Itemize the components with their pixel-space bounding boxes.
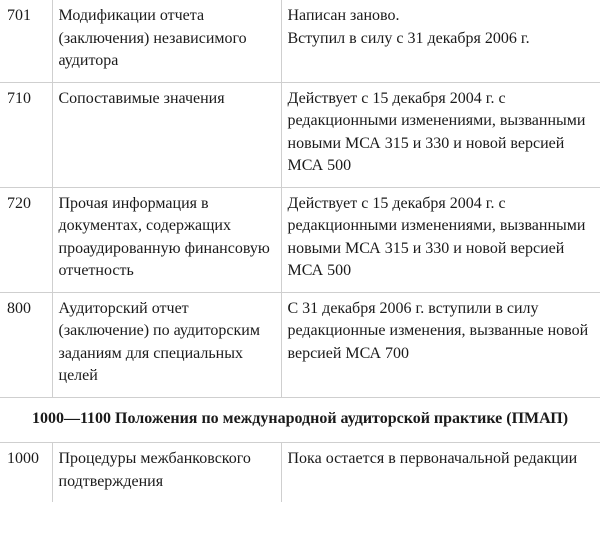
standard-status [281,443,600,503]
standard-status [281,0,600,82]
standard-title: Процедуры межбанковского подтверждения [52,443,281,503]
status-text: С 31 декабря 2006 г. вступили в силу редакционные изменения, вызванные новой версией МСА 700 [287,299,589,362]
section-heading: 1000—1100 Положения по международной аудиторской практике (ПМАП) [0,397,600,443]
status-text: Действует с 15 декабря 2004 г. с редакционными изменениями, вызванными новыми МСА 315 и 330 и новой версией МСА 500 [287,89,586,174]
table-row [0,443,600,503]
standard-title: Сопоставимые значения [52,82,281,187]
status-text: Написан заново. [287,7,400,24]
section-header-row [0,397,600,443]
standard-status [281,82,600,187]
standard-status [281,292,600,397]
standard-number: 710 [0,82,52,187]
standard-status [281,187,600,292]
standard-title: Аудиторский отчет (заключение) по аудиторским заданиям для специальных целей [52,292,281,397]
table-row [0,82,600,187]
standard-title: Модификации отчета (заключения) независимого аудитора [52,0,281,82]
standard-number: 701 [0,0,52,82]
standard-title: Прочая информация в документах, содержащих проаудированную финансовую отчетность [52,187,281,292]
standard-number: 720 [0,187,52,292]
table-row [0,0,600,82]
table-row [0,187,600,292]
table-row [0,292,600,397]
standard-number: 1000 [0,443,52,503]
status-text: Пока остается в первоначальной редакции [287,450,578,467]
status-text: Вступил в силу с 31 декабря 2006 г. [287,29,530,47]
standard-number: 800 [0,292,52,397]
status-text: Действует с 15 декабря 2004 г. с редакционными изменениями, вызванными новыми МСА 315 и 330 и новой версией МСА 500 [287,194,586,279]
